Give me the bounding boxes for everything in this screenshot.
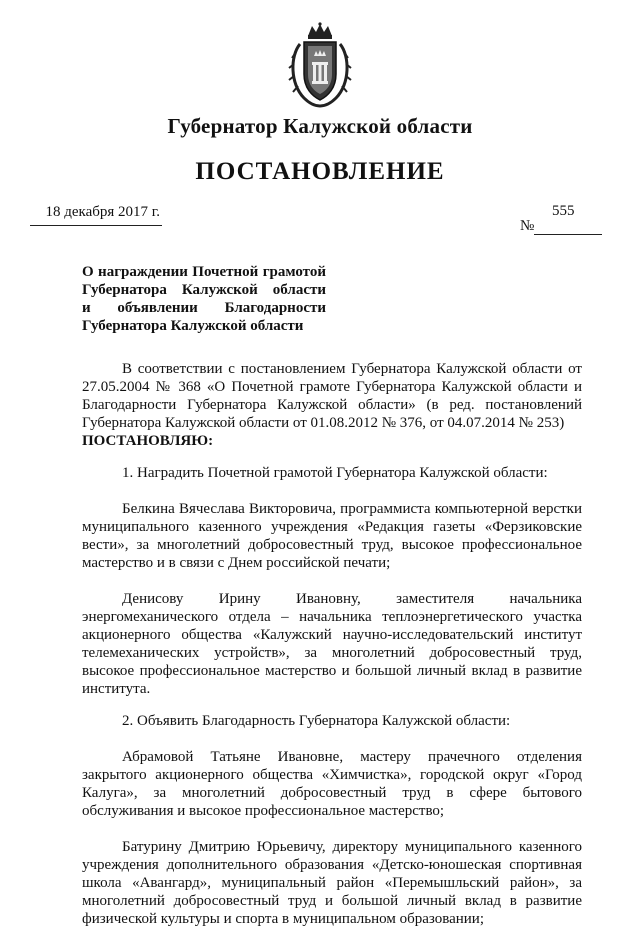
number-sign: № bbox=[520, 218, 535, 234]
gratitude-paragraph: Абрамовой Татьяне Ивановне, мастеру прачечного отделения закрытого акционерного общества «Химчистка», городской округ «Город Калуга», за многолетний добросовестный труд в сфере бытового обслуживания и высокое профессиональное мастерство; bbox=[82, 749, 582, 819]
subject-line: О награждении Почетной грамотой bbox=[82, 264, 326, 280]
subject-line: Губернатора Калужской области bbox=[82, 318, 304, 334]
governor-title: Губернатор Калужской области bbox=[167, 114, 473, 138]
subject-line: Губернатора Калужской области bbox=[82, 282, 326, 298]
award-paragraph: Белкина Вячеслава Викторовича, программиста компьютерной верстки муниципального казенного учреждения «Редакция газеты «Ферзиковские вести», за многолетний добросовестный труд, высокое профессиональное мастерство и в связи с Днем российской печати; bbox=[82, 501, 582, 571]
preamble-paragraph: В соответствии с постановлением Губернатора Калужской области от 27.05.2004 № 368 «О Почетной грамоте Губернатора Калужской области и Благодарности Губернатора Калужской области» (в ред. постановлений Губернатора Калужской области от 01.08.2012 № 376, от 04.07.2014 № 253) bbox=[82, 361, 582, 431]
coat-of-arms-emblem bbox=[286, 22, 354, 108]
award-paragraph: Денисову Ирину Ивановну, заместителя начальника энергомеханического отдела – начальника теплоэнергетического участка акционерного общества «Калужский научно-исследовательский институт телемеханических устройств», за многолетний добросовестный труд, высокое профессиональное мастерство и большой личный вклад в развитие института. bbox=[82, 591, 582, 697]
gratitude-paragraph: Батурину Дмитрию Юрьевичу, директору муниципального казенного учреждения дополнительного образования «Детско-юношеская спортивная школа «Авангард», муниципальный район «Перемышльский район», за многолетний добросовестный труд и большой личный вклад в развитие физической культуры и спорта в муниципальном образовании; bbox=[82, 839, 582, 927]
document-type-heading: ПОСТАНОВЛЕНИЕ bbox=[195, 158, 445, 185]
item2-heading: 2. Объявить Благодарность Губернатора Калужской области: bbox=[122, 713, 511, 729]
document-subject bbox=[82, 263, 326, 335]
item1-heading: 1. Наградить Почетной грамотой Губернатора Калужской области: bbox=[122, 465, 548, 481]
document-body bbox=[82, 360, 582, 928]
document-number: 555 bbox=[552, 203, 575, 219]
document-date: 18 декабря 2017 г. bbox=[45, 204, 160, 220]
decree-word: ПОСТАНОВЛЯЮ: bbox=[82, 433, 214, 449]
date-underline bbox=[30, 225, 162, 226]
number-underline bbox=[534, 234, 602, 235]
subject-line: и объявлении Благодарности bbox=[82, 300, 326, 316]
